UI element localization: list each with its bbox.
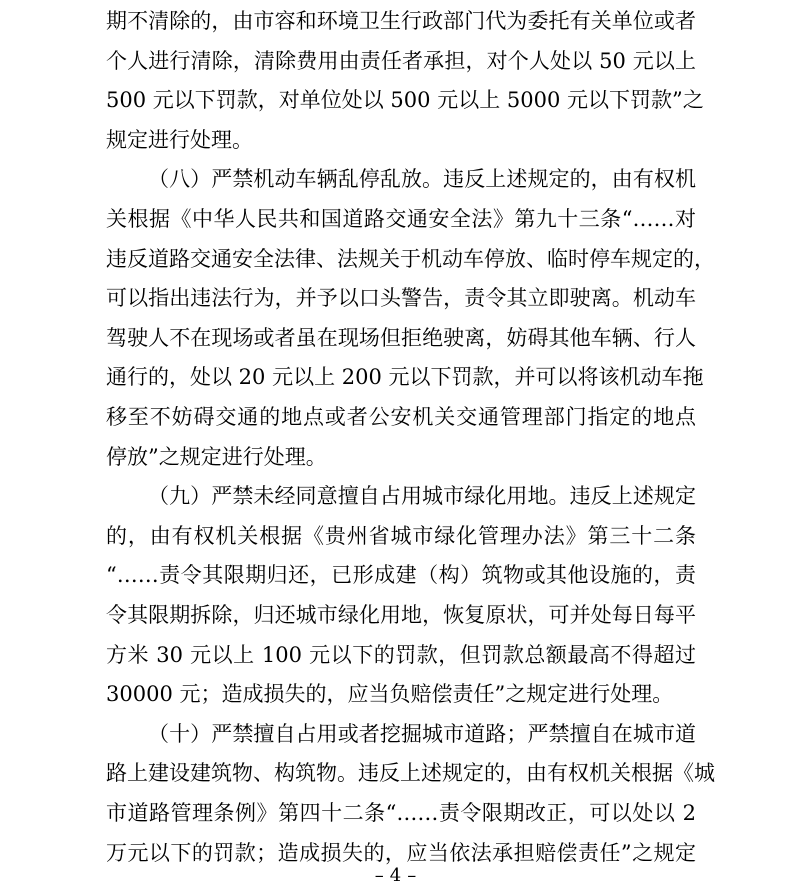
text-line: 驾驶人不在现场或者虽在现场但拒绝驶离，妨碍其他车辆、行人 [106,326,696,350]
text-line: 市道路管理条例》第四十二条“……责令限期改正，可以处以 2 [106,801,696,825]
text-line: 方米 30 元以上 100 元以下的罚款，但罚款总额最高不得超过 [106,643,696,667]
paragraph-10-start: （十）严禁擅自占用或者挖掘城市道路；严禁擅自在城市道 [148,722,696,746]
page-footer [0,862,791,890]
text-line: 关根据《中华人民共和国道路交通安全法》第九十三条“……对 [106,207,696,231]
paragraph-8-start: （八）严禁机动车辆乱停乱放。违反上述规定的，由有权机 [148,167,696,191]
text-line: 的，由有权机关根据《贵州省城市绿化管理办法》第三十二条 [106,524,696,548]
text-line: 个人进行清除，清除费用由责任者承担，对个人处以 50 元以上 [106,49,696,73]
footer-dash-left: – [374,865,384,886]
text-line: 路上建设建筑物、构筑物。违反上述规定的，由有权机关根据《城 [106,761,715,785]
page-number: 4 [389,865,402,886]
text-line: 万元以下的罚款；造成损失的，应当依法承担赔偿责任”之规定 [106,841,696,865]
text-line: 可以指出违法行为，并予以口头警告，责令其立即驶离。机动车 [106,286,696,310]
footer-dash-right: – [407,865,417,886]
text-line: 移至不妨碍交通的地点或者公安机关交通管理部门指定的地点 [106,405,696,429]
text-line: 500 元以下罚款，对单位处以 500 元以上 5000 元以下罚款”之 [106,88,704,112]
text-line: 30000 元；造成损失的，应当负赔偿责任”之规定进行处理。 [106,682,674,706]
text-line: 期不清除的，由市容和环境卫生行政部门代为委托有关单位或者 [106,9,696,33]
text-line: “……责令其限期归还，已形成建（构）筑物或其他设施的，责 [106,563,696,587]
text-line: 停放”之规定进行处理。 [106,445,327,469]
text-line: 规定进行处理。 [106,128,253,152]
paragraph-9-start: （九）严禁未经同意擅自占用城市绿化用地。违反上述规定 [148,484,696,508]
text-line: 令其限期拆除，归还城市绿化用地，恢复原状，可并处每日每平 [106,603,696,627]
text-line: 违反道路交通安全法律、法规关于机动车停放、临时停车规定的， [106,247,715,271]
text-line: 通行的，处以 20 元以上 200 元以下罚款，并可以将该机动车拖 [106,365,704,389]
